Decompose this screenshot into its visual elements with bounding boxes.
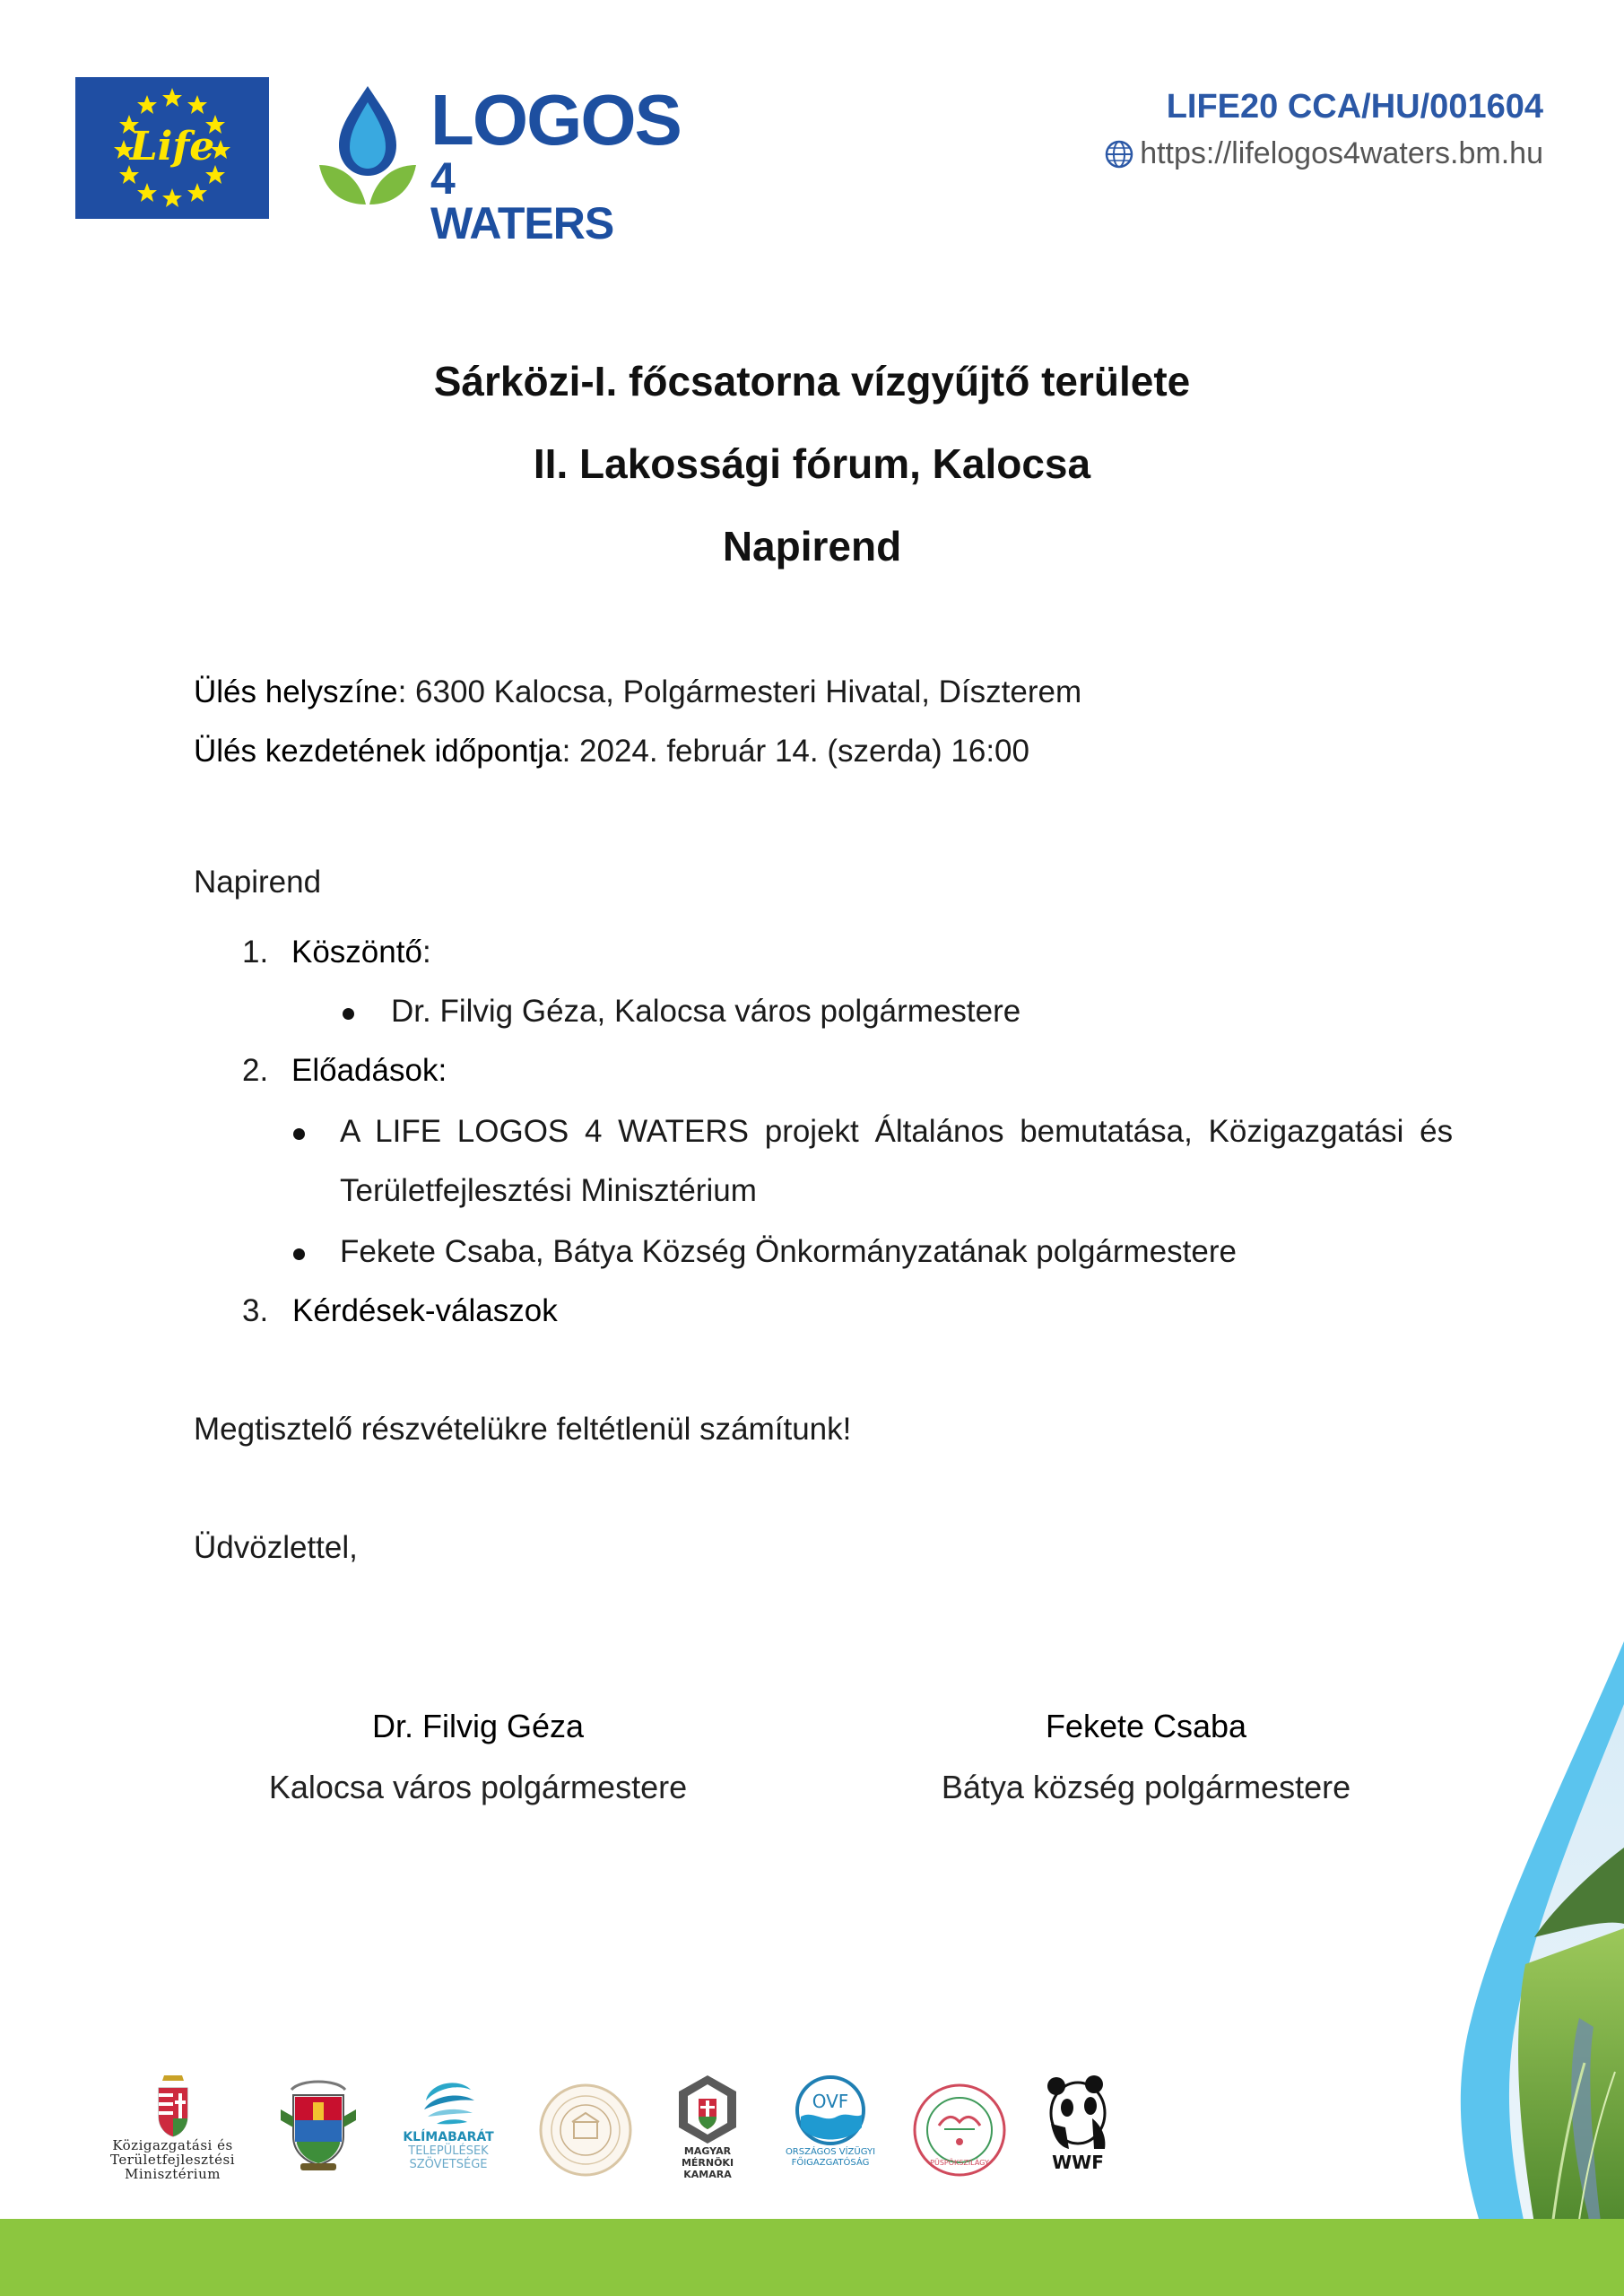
agenda-item-number: 2. [242, 1053, 269, 1088]
kim-logo-line3: Minisztérium [125, 2166, 221, 2182]
mmk-line3: KAMARA [683, 2169, 732, 2180]
seal-icon [538, 2083, 633, 2178]
agenda-bullet: Dr. Filvig Géza, Kalocsa város polgármestere [391, 994, 1021, 1029]
ovf-mark: OVF [812, 2091, 849, 2112]
agenda-item-title [291, 1053, 447, 1089]
wwf-text: WWF [1052, 2152, 1104, 2172]
agenda-bullet-continuation: Területfejlesztési Minisztérium [340, 1173, 757, 1208]
klimabarat-logo [395, 2074, 502, 2208]
kim-ministry-logo [108, 2074, 238, 2208]
puspokszilagy-text: PÜSPÖKSZILÁGY [930, 2159, 989, 2167]
eu-life-logo [75, 77, 269, 219]
meeting-time [194, 734, 1029, 770]
mmk-line2: MÉRNÖKI [681, 2157, 734, 2169]
globe-icon [1104, 139, 1134, 170]
globe-swirl-icon [417, 2074, 480, 2131]
agenda-item-1-suffix: : [421, 935, 431, 970]
kalocsa-coat-of-arms-logo [274, 2074, 363, 2208]
agenda-item-number: 1. [242, 935, 269, 970]
agenda-bullet-text: A LIFE LOGOS 4 WATERS projekt Általános bemutatása, Közigazgatási és [340, 1114, 1454, 1149]
mmk-line1: MAGYAR [683, 2145, 732, 2157]
hungarian-coat-of-arms-icon [153, 2074, 193, 2138]
water-drop-icon [312, 83, 423, 208]
closing-invite: Megtisztelő részvételükre feltétlenül számítunk! [194, 1412, 852, 1447]
puspokszilagy-seal-icon [912, 2083, 1007, 2178]
agenda-bullet: Fekete Csaba, Bátya Község Önkormányzatának polgármestere [340, 1234, 1237, 1269]
klimabarat-line3: SZÖVETSÉGE [409, 2158, 488, 2171]
agenda-item-1-title: Köszöntő [291, 935, 422, 970]
meeting-location [194, 674, 1081, 710]
signature-role: Kalocsa város polgármestere [268, 1769, 688, 1805]
bullet-icon [343, 1008, 354, 1020]
ovf-line2: FŐIGAZGATÓSÁG [791, 2158, 870, 2168]
town-crest-icon [274, 2074, 363, 2172]
meeting-time-value: : 2024. február 14. (szerda) 16:00 [561, 734, 1029, 769]
kim-logo-line2: Területfejlesztési [109, 2152, 235, 2168]
project-url-link[interactable]: https://lifelogos4waters.bm.hu [1140, 136, 1543, 170]
agenda-bullet [340, 1114, 1454, 1150]
signature-name: Fekete Csaba [1045, 1708, 1247, 1744]
logos-logo-line2: 4 WATERS [430, 153, 614, 248]
wwf-logo [1040, 2074, 1116, 2208]
landscape-drop-decoration [1364, 1641, 1624, 2296]
mmk-hexagon-icon [675, 2074, 740, 2145]
kim-logo-line1: Közigazgatási és [112, 2137, 233, 2153]
agenda-item-2-title: Előadások: [291, 1053, 447, 1088]
panda-icon [1042, 2074, 1114, 2172]
agenda-heading: Napirend [194, 865, 322, 900]
project-url-row [1104, 136, 1543, 171]
klimabarat-line1: KLÍMABARÁT [403, 2130, 494, 2144]
project-code: LIFE20 CCA/HU/001604 [1166, 88, 1543, 126]
document-title-line2: II. Lakossági fórum, Kalocsa [533, 440, 1091, 487]
mmk-logo [671, 2074, 744, 2208]
bullet-icon [293, 1128, 305, 1140]
closing-greeting: Üdvözlettel, [194, 1530, 358, 1565]
circular-seal-logo [536, 2083, 635, 2217]
document-title-line3: Napirend [722, 523, 902, 570]
bullet-icon [293, 1248, 305, 1260]
puspokszilagy-logo [911, 2083, 1008, 2217]
ovf-line1: ORSZÁGOS VÍZÜGYI [785, 2147, 876, 2157]
signature-block-2 [877, 1708, 1415, 1806]
logos-4-waters-logo [312, 80, 681, 248]
document-title-line1: Sárközi-I. főcsatorna vízgyűjtő területe [433, 358, 1191, 404]
signature-name: Dr. Filvig Géza [371, 1708, 585, 1744]
meeting-time-label: Ülés kezdetének időpontja [194, 734, 562, 769]
eu-life-logo-text: Life [129, 124, 215, 170]
signature-role: Bátya község polgármestere [941, 1769, 1351, 1805]
agenda-item-3-title: Kérdések-válaszok [292, 1293, 558, 1328]
footer-green-bar [0, 2219, 1624, 2296]
agenda-item-title [291, 935, 431, 970]
agenda-item-number: 3. [242, 1293, 269, 1328]
meeting-location-label: Ülés helyszíne [194, 674, 398, 709]
klimabarat-line2: TELEPÜLÉSEK [408, 2144, 489, 2158]
logos-logo-line1: LOGOS [430, 80, 681, 160]
agenda-item-title [292, 1293, 558, 1329]
ovf-logo [780, 2074, 881, 2208]
signature-block-1 [209, 1708, 747, 1806]
ovf-wave-icon [794, 2074, 867, 2147]
meeting-location-value: : 6300 Kalocsa, Polgármesteri Hivatal, Díszterem [397, 674, 1082, 709]
